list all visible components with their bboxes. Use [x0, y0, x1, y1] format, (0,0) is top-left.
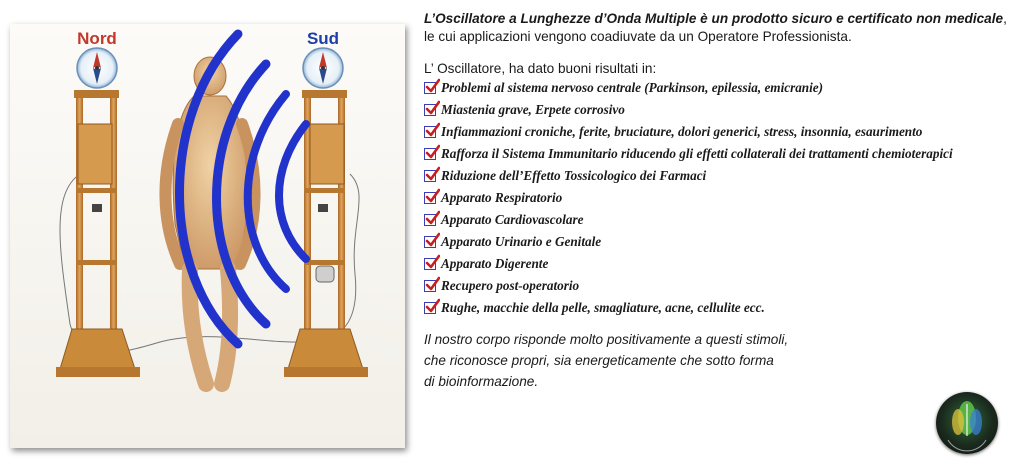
closing-line: Il nostro corpo risponde molto positivamente a questi stimoli,	[424, 332, 789, 347]
ahrosystem-logo	[936, 392, 998, 454]
benefit-item	[424, 278, 1009, 293]
benefit-item	[424, 124, 1009, 139]
checkbox-checked-icon	[424, 280, 436, 292]
compass-icon	[303, 48, 343, 88]
checkbox-checked-icon	[424, 148, 436, 160]
closing-line: che riconosce propri, sia energeticamente che sotto forma	[424, 353, 774, 368]
checkbox-checked-icon	[424, 126, 436, 138]
north-label: Nord	[77, 29, 117, 48]
benefits-list	[424, 80, 1009, 315]
benefit-text: Apparato Urinario e Genitale	[441, 234, 602, 249]
closing-paragraph	[424, 329, 1009, 392]
benefit-text: Problemi al sistema nervoso centrale (Parkinson, epilessia, emicranie)	[441, 80, 824, 95]
checkbox-checked-icon	[424, 302, 436, 314]
intro-rest-text: , le cui applicazioni vengono coadiuvate da un Operatore Professionista.	[424, 11, 1007, 44]
north-oscillator-stand	[56, 90, 140, 377]
closing-line: di bioinformazione.	[424, 374, 539, 389]
compass-icon	[77, 48, 117, 88]
benefit-text: Rughe, macchie della pelle, smagliature, acne, cellulite ecc.	[441, 300, 765, 315]
benefit-text: Apparato Cardiovascolare	[441, 212, 584, 227]
benefit-item	[424, 102, 1009, 117]
benefit-text: Riduzione dell’Effetto Tossicologico dei Farmaci	[441, 168, 707, 183]
checkbox-checked-icon	[424, 170, 436, 182]
checkbox-checked-icon	[424, 192, 436, 204]
intro-paragraph	[424, 10, 1009, 46]
checkbox-checked-icon	[424, 258, 436, 270]
benefit-item	[424, 146, 1009, 161]
benefit-text: Apparato Digerente	[441, 256, 549, 271]
benefit-item	[424, 234, 1009, 249]
benefit-item	[424, 190, 1009, 205]
benefit-item	[424, 168, 1009, 183]
benefit-text: Recupero post-operatorio	[441, 278, 580, 293]
south-label: Sud	[306, 29, 340, 48]
checkbox-checked-icon	[424, 236, 436, 248]
benefit-item	[424, 212, 1009, 227]
benefit-item	[424, 300, 1009, 315]
benefit-item	[424, 256, 1009, 271]
benefit-text: Rafforza il Sistema Immunitario riducendo gli effetti collaterali dei trattamenti chemioterapici	[441, 146, 953, 161]
checkbox-checked-icon	[424, 214, 436, 226]
benefit-text: Miastenia grave, Erpete corrosivo	[441, 102, 625, 117]
checkbox-checked-icon	[424, 82, 436, 94]
info-panel	[424, 10, 1009, 392]
benefit-text: Apparato Respiratorio	[441, 190, 563, 205]
checkbox-checked-icon	[424, 104, 436, 116]
benefit-text: Infiammazioni croniche, ferite, bruciature, dolori generici, stress, insonnia, esaurimento	[441, 124, 923, 139]
oscillator-illustration	[10, 24, 405, 448]
intro-bold-text: L’Oscillatore a Lunghezze d’Onda Multiple è un prodotto sicuro e certificato non medicale	[424, 11, 1004, 26]
results-lead: L’ Oscillatore, ha dato buoni risultati in:	[424, 61, 657, 76]
benefit-item	[424, 80, 1009, 95]
